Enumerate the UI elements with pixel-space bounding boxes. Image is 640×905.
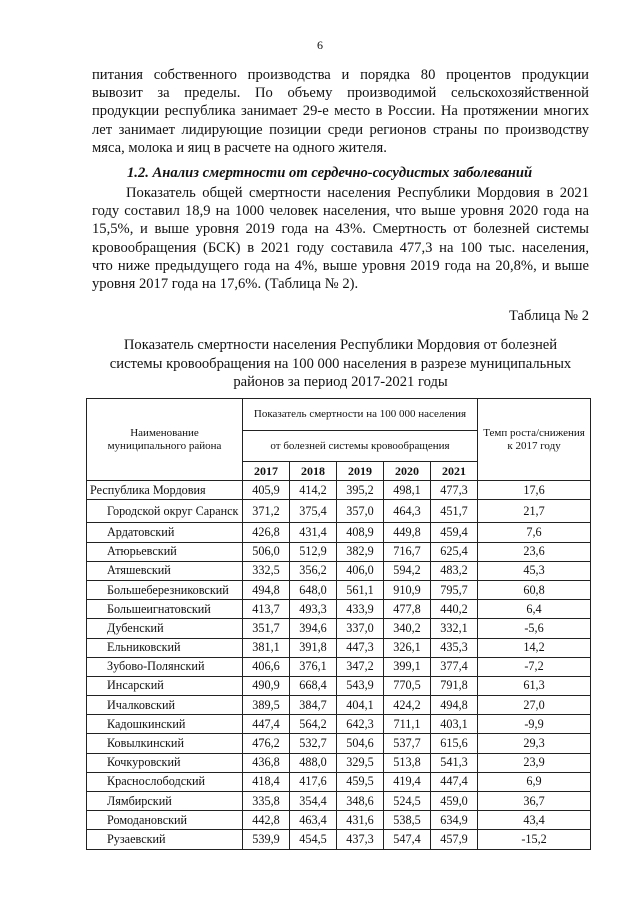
value-cell: 488,0 [290,753,337,772]
district-name: Большеигнатовский [87,600,243,619]
paragraph-line: мяса, молока и яиц в расчете на одного жителя. [92,139,387,156]
table-label: Таблица № 2 [509,308,589,324]
district-name: Инсарский [87,676,243,695]
trend-cell: -7,2 [478,657,591,676]
column-header-trend: Темп роста/снижения к 2017 году [478,399,591,481]
table-row [87,734,591,753]
value-cell: 795,7 [431,580,478,599]
value-cell: 424,2 [384,696,431,715]
table-row [87,638,591,657]
table-row [87,580,591,599]
value-cell: 532,7 [290,734,337,753]
table-row [87,523,591,542]
column-header-name: Наименование муниципального района [87,399,243,481]
trend-cell: -15,2 [478,830,591,849]
paragraph-line: кровообращения (БСК) в 2021 году составила 477,3 на 100 тыс. населения, [92,239,589,256]
table-title-line: районов за период 2017-2021 годы [233,374,448,390]
value-cell: 477,3 [431,481,478,500]
value-cell: 332,5 [243,561,290,580]
trend-cell: 14,2 [478,638,591,657]
value-cell: 340,2 [384,619,431,638]
value-cell: 539,9 [243,830,290,849]
district-name: Ромодановский [87,811,243,830]
value-cell: 454,5 [290,830,337,849]
value-cell: 770,5 [384,676,431,695]
value-cell: 594,2 [384,561,431,580]
value-cell: 351,7 [243,619,290,638]
value-cell: 615,6 [431,734,478,753]
value-cell: 642,3 [337,715,384,734]
value-cell: 326,1 [384,638,431,657]
paragraph-line: году составил 18,9 на 1000 человек населения, что выше уровня 2020 года на [92,203,589,220]
trend-cell: 6,4 [478,600,591,619]
year-header: 2021 [431,462,478,481]
table-row [87,542,591,561]
paragraph-intro [92,66,589,157]
value-cell: 447,4 [431,772,478,791]
district-name: Кочкуровский [87,753,243,772]
value-cell: 543,9 [337,676,384,695]
trend-cell: -5,6 [478,619,591,638]
value-cell: 440,2 [431,600,478,619]
value-cell: 459,4 [431,523,478,542]
table-row [87,830,591,849]
trend-cell: 21,7 [478,500,591,523]
value-cell: 417,6 [290,772,337,791]
value-cell: 513,8 [384,753,431,772]
paragraph-line: питания собственного производства и порядка 80 процентов продукции [92,67,589,83]
value-cell: 561,1 [337,580,384,599]
page-number: 6 [317,38,323,52]
paragraph-line: Показатель общей смертности населения Республики Мордовия в 2021 [126,185,589,201]
value-cell: 476,2 [243,734,290,753]
district-name: Республика Мордовия [87,481,243,500]
value-cell: 395,2 [337,481,384,500]
value-cell: 648,0 [290,580,337,599]
table-row [87,561,591,580]
trend-cell: 61,3 [478,676,591,695]
district-name: Атюрьевский [87,542,243,561]
value-cell: 399,1 [384,657,431,676]
value-cell: 459,0 [431,792,478,811]
value-cell: 483,2 [431,561,478,580]
value-cell: 347,2 [337,657,384,676]
value-cell: 493,3 [290,600,337,619]
paragraph-line: что ниже предыдущего года на 4%, выше уровня 2019 года на 20,8%, и выше [92,257,589,274]
value-cell: 442,8 [243,811,290,830]
district-name: Ардатовский [87,523,243,542]
trend-cell: -9,9 [478,715,591,734]
value-cell: 910,9 [384,580,431,599]
district-name: Ельниковский [87,638,243,657]
value-cell: 377,4 [431,657,478,676]
year-header: 2019 [337,462,384,481]
paragraph-line: вывозит за пределы. По объему производимой сельскохозяйственной [92,85,589,102]
value-cell: 538,5 [384,811,431,830]
paragraph-line: лет занимает лидирующие позиции среди регионов страны по производству [92,121,589,138]
value-cell: 459,5 [337,772,384,791]
year-header: 2018 [290,462,337,481]
year-header: 2020 [384,462,431,481]
value-cell: 414,2 [290,481,337,500]
value-cell: 504,6 [337,734,384,753]
table-title-line: Показатель смертности населения Республики Мордовия от болезней [123,337,558,353]
value-cell: 547,4 [384,830,431,849]
district-name: Большеберезниковский [87,580,243,599]
value-cell: 437,3 [337,830,384,849]
trend-cell: 43,4 [478,811,591,830]
value-cell: 447,4 [243,715,290,734]
value-cell: 498,1 [384,481,431,500]
value-cell: 457,9 [431,830,478,849]
value-cell: 431,4 [290,523,337,542]
table-row [87,481,591,500]
value-cell: 332,1 [431,619,478,638]
value-cell: 668,4 [290,676,337,695]
district-name: Ковылкинский [87,734,243,753]
value-cell: 356,2 [290,561,337,580]
table-title [92,336,589,392]
value-cell: 449,8 [384,523,431,542]
value-cell: 337,0 [337,619,384,638]
district-name: Зубово-Полянский [87,657,243,676]
district-name: Лямбирский [87,792,243,811]
table-row [87,600,591,619]
value-cell: 431,6 [337,811,384,830]
trend-cell: 60,8 [478,580,591,599]
value-cell: 506,0 [243,542,290,561]
value-cell: 329,5 [337,753,384,772]
year-header: 2017 [243,462,290,481]
paragraph-line: уровня 2017 года на 17,6%. (Таблица № 2). [92,276,359,293]
column-header-indicator: Показатель смертности на 100 000 населения [243,399,478,431]
value-cell: 384,7 [290,696,337,715]
table-body [87,481,591,850]
value-cell: 406,6 [243,657,290,676]
table-row [87,696,591,715]
value-cell: 408,9 [337,523,384,542]
value-cell: 371,2 [243,500,290,523]
district-name: Краснослободский [87,772,243,791]
value-cell: 436,8 [243,753,290,772]
value-cell: 791,8 [431,676,478,695]
trend-cell: 27,0 [478,696,591,715]
value-cell: 537,7 [384,734,431,753]
value-cell: 413,7 [243,600,290,619]
value-cell: 524,5 [384,792,431,811]
trend-cell: 7,6 [478,523,591,542]
value-cell: 451,7 [431,500,478,523]
district-name: Рузаевский [87,830,243,849]
value-cell: 406,0 [337,561,384,580]
value-cell: 357,0 [337,500,384,523]
paragraph-line: продукции республика занимает 29-е место в России. На протяжении многих [92,103,589,120]
value-cell: 490,9 [243,676,290,695]
table-row [87,715,591,734]
district-name: Атяшевский [87,561,243,580]
value-cell: 494,8 [243,580,290,599]
trend-cell: 29,3 [478,734,591,753]
table-row [87,811,591,830]
value-cell: 348,6 [337,792,384,811]
value-cell: 418,4 [243,772,290,791]
district-name: Кадошкинский [87,715,243,734]
trend-cell: 45,3 [478,561,591,580]
value-cell: 391,8 [290,638,337,657]
district-name: Ичалковский [87,696,243,715]
value-cell: 463,4 [290,811,337,830]
value-cell: 564,2 [290,715,337,734]
value-cell: 716,7 [384,542,431,561]
trend-cell: 23,9 [478,753,591,772]
table-row [87,772,591,791]
section-heading: 1.2. Анализ смертности от сердечно-сосудистых заболеваний [127,165,533,181]
table-title-line: системы кровообращения на 100 000 населения в разрезе муниципальных [109,355,572,372]
value-cell: 354,4 [290,792,337,811]
value-cell: 426,8 [243,523,290,542]
district-name: Дубенский [87,619,243,638]
paragraph-mortality [92,184,589,293]
value-cell: 335,8 [243,792,290,811]
table-row [87,753,591,772]
value-cell: 541,3 [431,753,478,772]
value-cell: 375,4 [290,500,337,523]
value-cell: 494,8 [431,696,478,715]
value-cell: 394,6 [290,619,337,638]
column-header-cause: от болезней системы кровообращения [243,431,478,462]
value-cell: 382,9 [337,542,384,561]
value-cell: 405,9 [243,481,290,500]
value-cell: 447,3 [337,638,384,657]
trend-cell: 36,7 [478,792,591,811]
value-cell: 711,1 [384,715,431,734]
table-row [87,657,591,676]
value-cell: 404,1 [337,696,384,715]
value-cell: 435,3 [431,638,478,657]
value-cell: 389,5 [243,696,290,715]
value-cell: 477,8 [384,600,431,619]
table-row [87,676,591,695]
trend-cell: 17,6 [478,481,591,500]
value-cell: 625,4 [431,542,478,561]
value-cell: 376,1 [290,657,337,676]
table-row [87,500,591,523]
district-name: Городской округ Саранск [87,500,243,523]
value-cell: 464,3 [384,500,431,523]
paragraph-line: 15,5%, и выше уровня 2019 года на 43%. Смертность от болезней системы [92,221,589,238]
value-cell: 433,9 [337,600,384,619]
value-cell: 419,4 [384,772,431,791]
value-cell: 381,1 [243,638,290,657]
table-row [87,619,591,638]
value-cell: 403,1 [431,715,478,734]
table-row [87,792,591,811]
value-cell: 512,9 [290,542,337,561]
trend-cell: 23,6 [478,542,591,561]
mortality-table [86,398,591,850]
trend-cell: 6,9 [478,772,591,791]
value-cell: 634,9 [431,811,478,830]
